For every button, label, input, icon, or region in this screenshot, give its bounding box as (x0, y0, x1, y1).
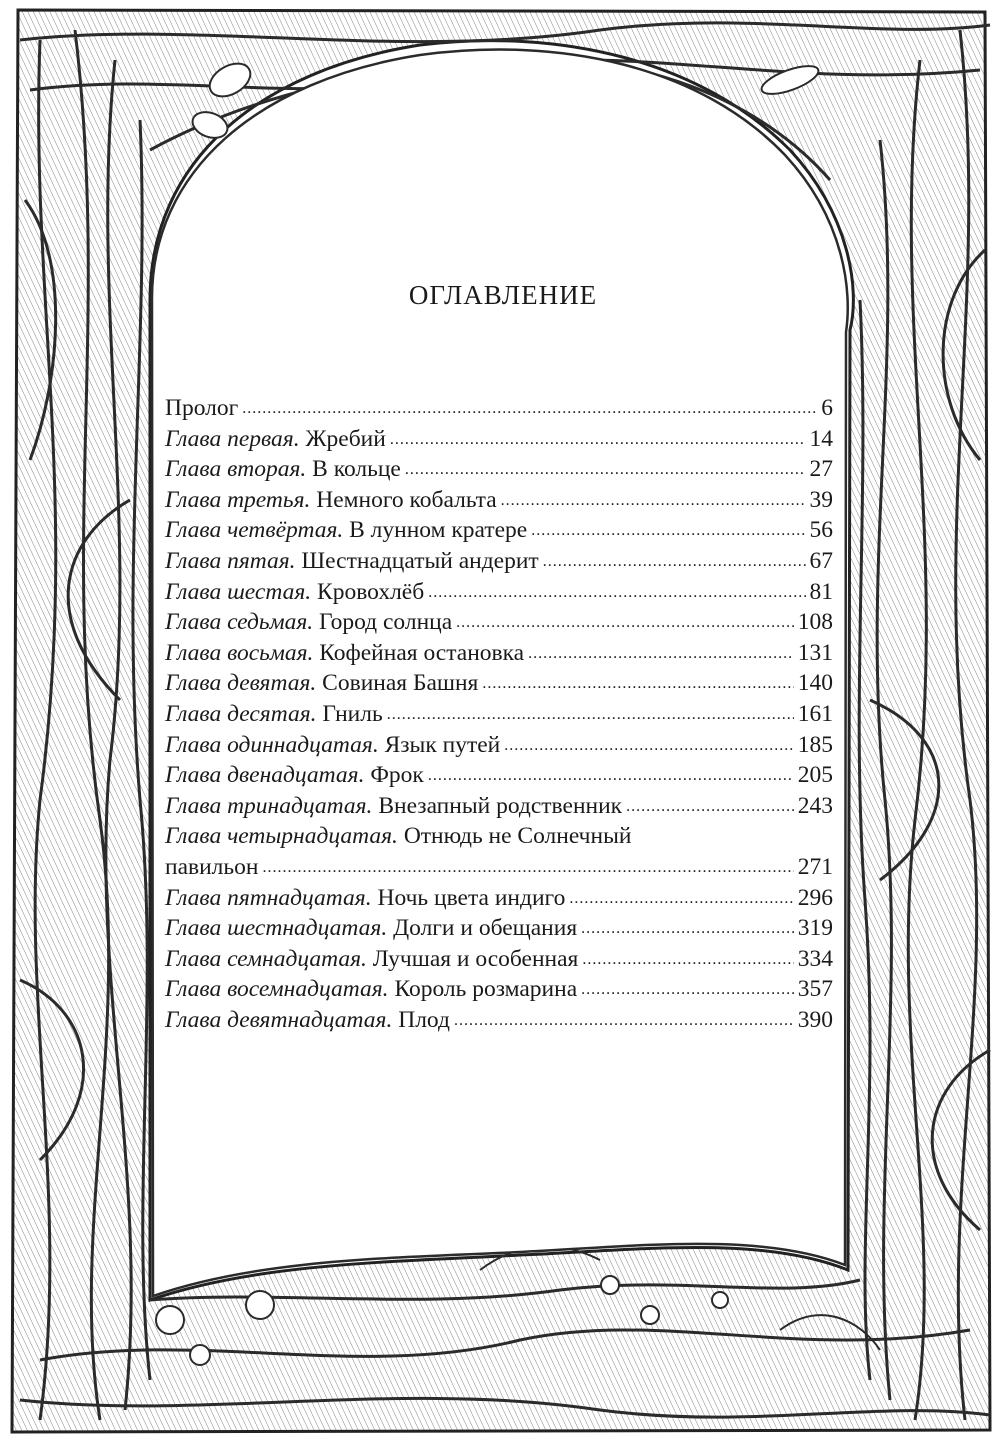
chapter-number: Глава десятая. (165, 700, 317, 727)
dot-leader (581, 972, 794, 1006)
chapter-number: Глава одиннадцатая. (165, 731, 379, 758)
dot-leader (262, 850, 793, 884)
chapter-number: Глава двенадцатая. (165, 762, 365, 789)
toc-entry[interactable] (165, 974, 833, 1005)
chapter-number: Глава семнадцатая. (165, 945, 367, 972)
toc-entry[interactable] (165, 730, 833, 761)
page-number: 67 (809, 547, 833, 574)
toc-entry[interactable] (165, 485, 833, 516)
chapter-title: Город солнца (319, 609, 453, 636)
page-number: 334 (797, 945, 833, 972)
chapter-number: Глава девятнадцатая. (165, 1006, 393, 1033)
toc-entry[interactable] (165, 883, 833, 914)
toc-entry[interactable] (165, 944, 833, 975)
dot-leader (528, 636, 794, 670)
chapter-number: Глава шестнадцатая. (165, 915, 388, 942)
chapter-number: Глава восемнадцатая. (165, 976, 389, 1003)
toc-entry[interactable] (165, 1005, 833, 1036)
chapter-title: Плод (398, 1006, 450, 1033)
chapter-title: Гниль (322, 700, 383, 727)
toc-entry[interactable] (165, 546, 833, 577)
chapter-title: Фрок (370, 762, 424, 789)
page-number: 6 (821, 395, 833, 421)
chapter-title: Жребий (305, 425, 386, 452)
chapter-number: Глава шестая. (165, 578, 312, 605)
table-of-contents (165, 280, 833, 1035)
dot-leader (504, 728, 794, 762)
page-number: 14 (809, 425, 833, 452)
dot-leader (428, 758, 794, 792)
toc-entry[interactable] (165, 699, 833, 730)
page-number: 140 (797, 670, 833, 697)
chapter-title: Король розмарина (394, 976, 578, 1003)
chapter-title: Лучшая и особенная (372, 945, 579, 972)
dot-leader (482, 666, 793, 700)
toc-entry[interactable] (165, 515, 833, 546)
dot-leader (543, 544, 806, 578)
chapter-title: Совиная Башня (322, 670, 479, 697)
toc-entry[interactable] (165, 393, 833, 424)
page-number: 108 (797, 609, 833, 636)
dot-leader (390, 422, 806, 456)
chapter-title: Шестнадцатый андерит (301, 547, 539, 574)
toc-entry[interactable] (165, 913, 833, 944)
page-number: 390 (797, 1006, 833, 1033)
page-number: 185 (797, 731, 833, 758)
page-number: 56 (809, 517, 833, 544)
toc-entry[interactable] (165, 577, 833, 608)
chapter-title-continuation: павильон (165, 853, 259, 880)
toc-entry[interactable] (165, 760, 833, 791)
chapter-title: В лунном кратере (349, 517, 528, 544)
chapter-number: Глава третья. (165, 486, 311, 513)
toc-entry[interactable] (165, 454, 833, 485)
dot-leader (531, 513, 805, 547)
chapter-number: Глава вторая. (165, 456, 307, 483)
page-number: 296 (797, 884, 833, 911)
chapter-title: Язык путей (384, 731, 501, 758)
chapter-number: Глава пятнадцатая. (165, 884, 372, 911)
toc-entry[interactable] (165, 821, 833, 852)
dot-leader (454, 1003, 794, 1037)
dot-leader (242, 391, 817, 425)
chapter-title: В кольце (312, 456, 401, 483)
page-number: 161 (797, 700, 833, 727)
chapter-number: Глава тринадцатая. (165, 792, 373, 819)
toc-entries (165, 393, 833, 1035)
page-number: 131 (797, 639, 833, 666)
toc-entry[interactable] (165, 791, 833, 822)
dot-leader (456, 605, 794, 639)
page-number: 243 (797, 792, 833, 819)
dot-leader (405, 452, 806, 486)
page-number: 27 (809, 456, 833, 483)
chapter-number: Глава седьмая. (165, 609, 314, 636)
toc-entry[interactable] (165, 607, 833, 638)
page-number: 271 (797, 853, 833, 880)
page-number: 319 (797, 915, 833, 942)
chapter-number: Глава девятая. (165, 670, 317, 697)
chapter-title: Отнюдь не Солнечный (403, 823, 632, 850)
page-number: 357 (797, 976, 833, 1003)
toc-title: ОГЛАВЛЕНИЕ (408, 280, 598, 310)
dot-leader (428, 575, 805, 609)
dot-leader (501, 483, 806, 517)
dot-leader (626, 789, 794, 823)
dot-leader (387, 697, 794, 731)
chapter-title: Долги и обещания (393, 915, 578, 942)
toc-entry[interactable] (165, 424, 833, 455)
chapter-title: Пролог (165, 395, 239, 421)
chapter-number: Глава пятая. (165, 547, 296, 574)
chapter-title: Кровохлёб (317, 578, 425, 605)
dot-leader (582, 942, 793, 976)
chapter-title: Ночь цвета индиго (377, 884, 566, 911)
page-number: 81 (809, 578, 833, 605)
chapter-number: Глава восьмая. (165, 639, 314, 666)
chapter-title: Внезапный родственник (378, 792, 623, 819)
chapter-number: Глава первая. (165, 425, 300, 452)
chapter-number: Глава четвёртая. (165, 517, 344, 544)
chapter-title: Немного кобальта (316, 486, 497, 513)
page-number: 205 (797, 762, 833, 789)
dot-leader (581, 911, 794, 945)
toc-entry[interactable] (165, 668, 833, 699)
dot-leader (569, 881, 793, 915)
chapter-number: Глава четырнадцатая. (165, 823, 398, 850)
toc-entry[interactable] (165, 638, 833, 669)
page-number: 39 (809, 486, 833, 513)
chapter-title: Кофейная остановка (319, 639, 525, 666)
toc-entry-continuation[interactable] (165, 852, 833, 883)
